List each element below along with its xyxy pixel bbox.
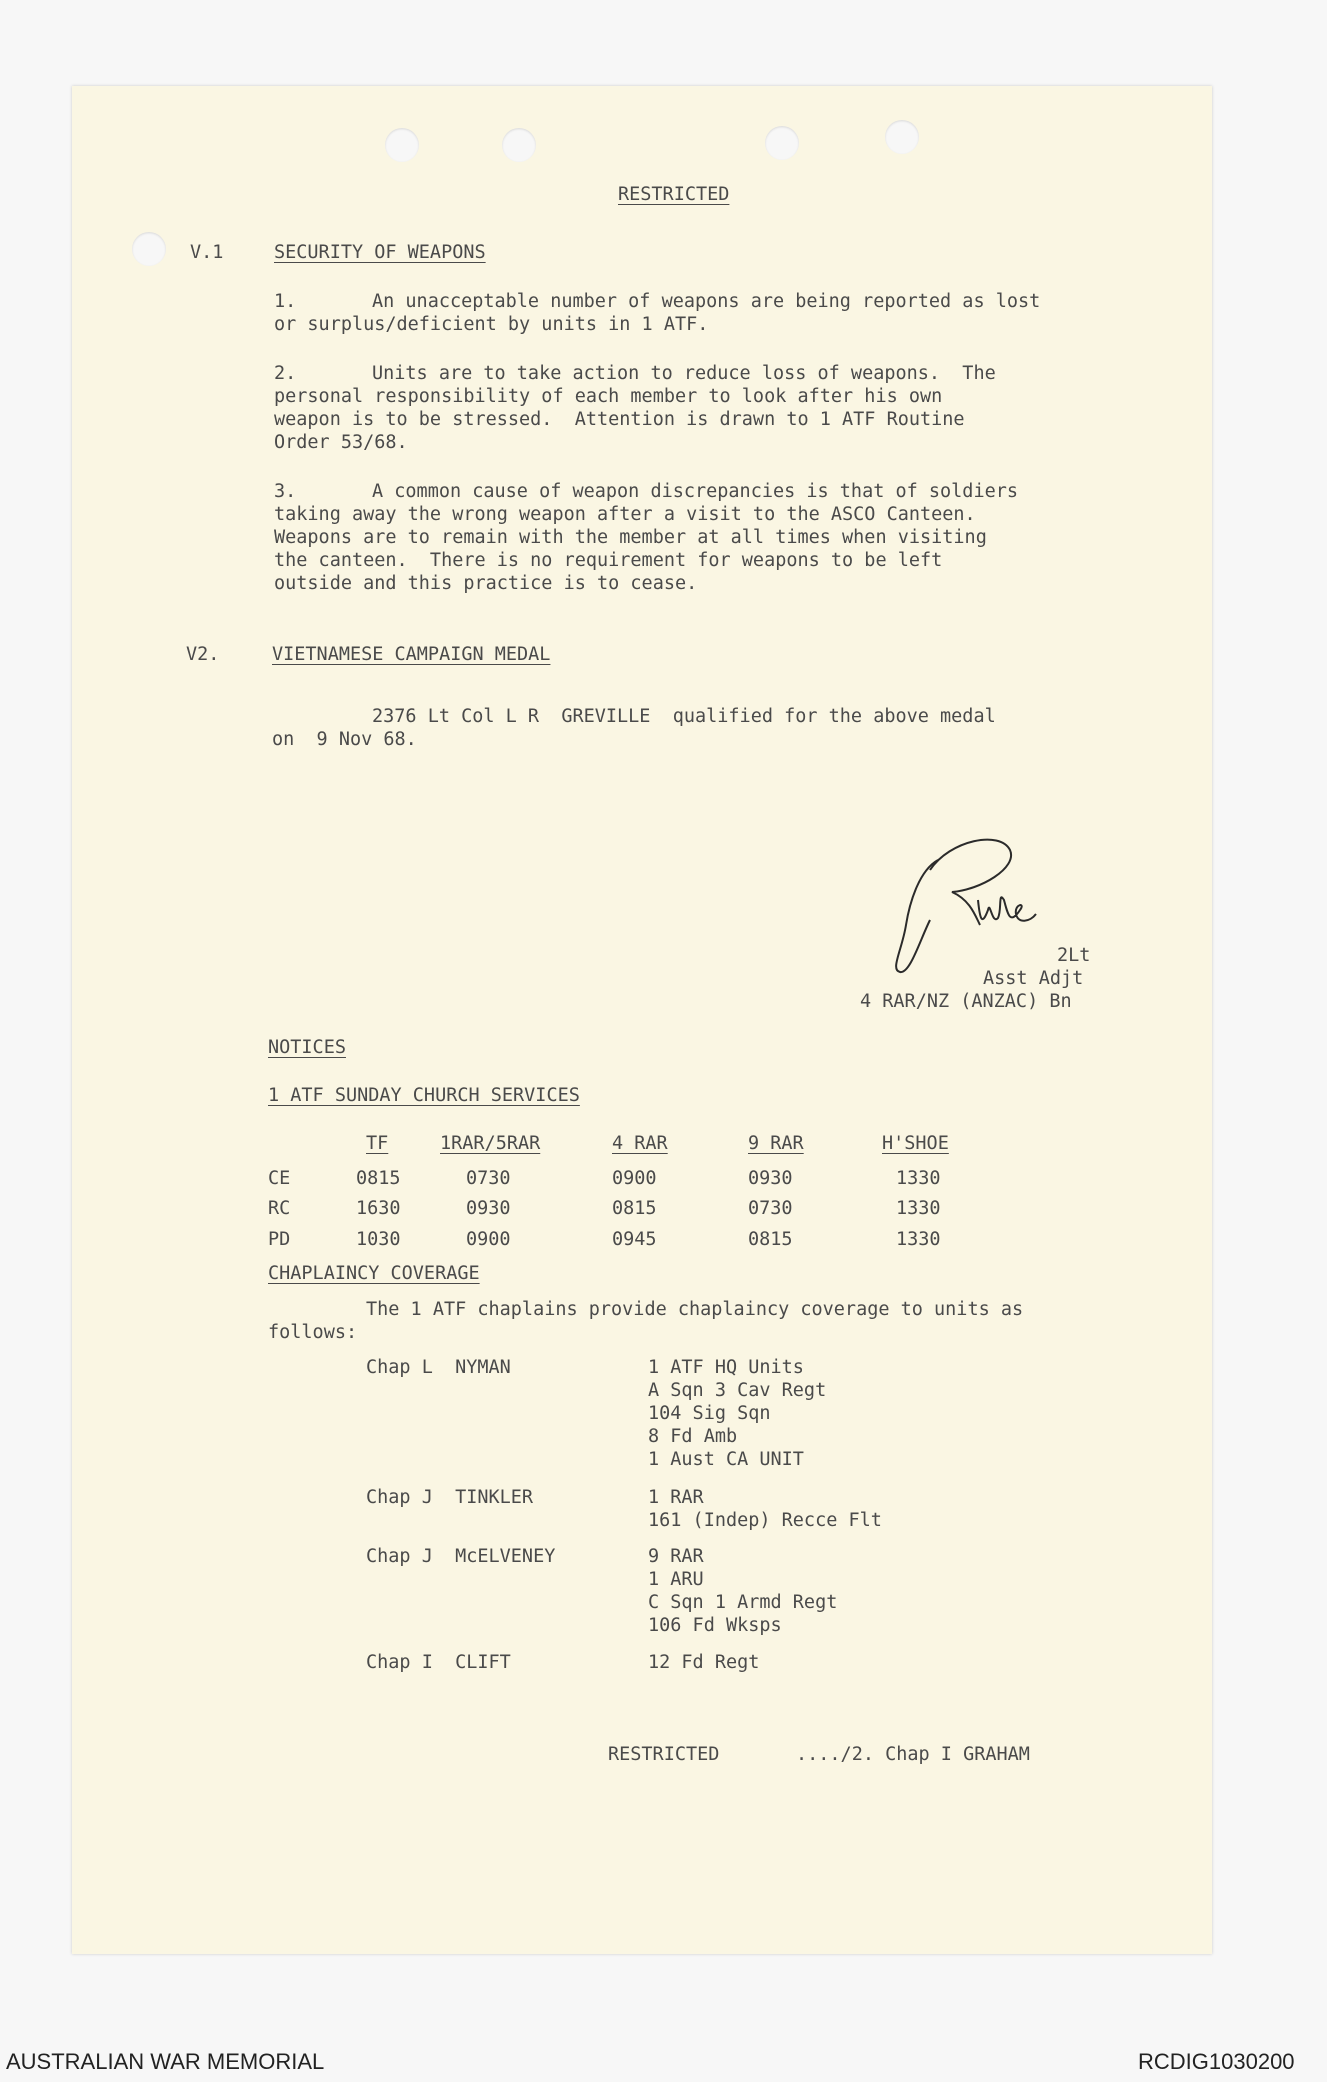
table-row-label: CE [268, 1168, 291, 1189]
punch-hole [132, 232, 166, 266]
para-line: Weapons are to remain with the member at all times when visiting [274, 527, 987, 548]
chaplaincy-intro: follows: [268, 1322, 358, 1343]
table-cell: 0930 [466, 1198, 511, 1219]
table-cell: 1330 [896, 1229, 941, 1250]
chaplain-unit: C Sqn 1 Armd Regt [648, 1592, 838, 1613]
signatory-unit: 4 RAR/NZ (ANZAC) Bn [860, 991, 1072, 1012]
para-line: Order 53/68. [274, 432, 408, 453]
signatory-appointment: Asst Adjt [983, 968, 1084, 989]
table-cell: 0815 [612, 1198, 657, 1219]
para-number: 3. [274, 481, 297, 502]
para-line: outside and this practice is to cease. [274, 573, 698, 594]
table-header: 4 RAR [612, 1133, 668, 1154]
table-cell: 0730 [748, 1198, 793, 1219]
table-header: 9 RAR [748, 1133, 804, 1154]
para-line: or surplus/deficient by units in 1 ATF. [274, 314, 709, 335]
punch-hole [385, 128, 419, 162]
continuation-note: ..../2. Chap I GRAHAM [796, 1744, 1030, 1765]
chaplain-unit: 161 (Indep) Recce Flt [648, 1510, 882, 1531]
table-cell: 0815 [748, 1229, 793, 1250]
table-row-label: RC [268, 1198, 291, 1219]
chaplain-unit: 12 Fd Regt [648, 1652, 760, 1673]
medal-line: on 9 Nov 68. [272, 729, 417, 750]
table-cell: 1030 [356, 1229, 401, 1250]
table-cell: 0815 [356, 1168, 401, 1189]
section-marker-v1: V.1 [190, 242, 224, 263]
para-line: An unacceptable number of weapons are being reported as lost [372, 291, 1041, 312]
chaplain-name: Chap J McELVENEY [366, 1546, 556, 1567]
table-cell: 1630 [356, 1198, 401, 1219]
chaplain-unit: 9 RAR [648, 1546, 704, 1567]
para-line: weapon is to be stressed. Attention is drawn to 1 ATF Routine [274, 409, 965, 430]
table-cell: 0900 [466, 1229, 511, 1250]
section-title-medal: VIETNAMESE CAMPAIGN MEDAL [272, 644, 551, 665]
table-cell: 0930 [748, 1168, 793, 1189]
chaplain-unit: A Sqn 3 Cav Regt [648, 1380, 827, 1401]
handwritten-signature [880, 830, 1040, 980]
para-line: A common cause of weapon discrepancies is that of soldiers [372, 481, 1019, 502]
table-header: 1RAR/5RAR [440, 1133, 541, 1154]
restricted-footer: RESTRICTED [608, 1744, 720, 1765]
chaplain-unit: 104 Sig Sqn [648, 1403, 771, 1424]
punch-hole [502, 128, 536, 162]
section-marker-v2: V2. [186, 644, 220, 665]
church-services-title: 1 ATF SUNDAY CHURCH SERVICES [268, 1085, 580, 1106]
medal-line: 2376 Lt Col L R GREVILLE qualified for the above medal [372, 706, 996, 727]
section-title-security: SECURITY OF WEAPONS [274, 242, 486, 263]
chaplain-name: Chap J TINKLER [366, 1487, 534, 1508]
chaplaincy-intro: The 1 ATF chaplains provide chaplaincy coverage to units as [366, 1299, 1024, 1320]
para-line: taking away the wrong weapon after a visit to the ASCO Canteen. [274, 504, 976, 525]
restricted-header: RESTRICTED [618, 184, 730, 205]
table-header: TF [366, 1133, 389, 1154]
table-cell: 0730 [466, 1168, 511, 1189]
para-line: personal responsibility of each member to look after his own [274, 386, 943, 407]
chaplain-name: Chap L NYMAN [366, 1357, 511, 1378]
para-number: 1. [274, 291, 297, 312]
chaplain-unit: 1 ATF HQ Units [648, 1357, 804, 1378]
table-cell: 0900 [612, 1168, 657, 1189]
chaplain-unit: 106 Fd Wksps [648, 1615, 782, 1636]
table-header: H'SHOE [882, 1133, 949, 1154]
chaplain-unit: 1 RAR [648, 1487, 704, 1508]
table-cell: 1330 [896, 1168, 941, 1189]
table-cell: 0945 [612, 1229, 657, 1250]
table-cell: 1330 [896, 1198, 941, 1219]
chaplain-name: Chap I CLIFT [366, 1652, 511, 1673]
para-number: 2. [274, 363, 297, 384]
punch-hole [765, 126, 799, 160]
chaplain-unit: 1 Aust CA UNIT [648, 1449, 804, 1470]
punch-hole [885, 120, 919, 154]
chaplaincy-title: CHAPLAINCY COVERAGE [268, 1263, 480, 1284]
para-line: Units are to take action to reduce loss of weapons. The [372, 363, 996, 384]
chaplain-unit: 8 Fd Amb [648, 1426, 738, 1447]
chaplain-unit: 1 ARU [648, 1569, 704, 1590]
archive-institution: AUSTRALIAN WAR MEMORIAL [6, 2049, 325, 2074]
para-line: the canteen. There is no requirement for weapons to be left [274, 550, 943, 571]
table-row-label: PD [268, 1229, 291, 1250]
notices-title: NOTICES [268, 1037, 346, 1058]
signatory-rank: 2Lt [1057, 945, 1091, 966]
archive-id: RCDIG1030200 [1138, 2049, 1295, 2074]
